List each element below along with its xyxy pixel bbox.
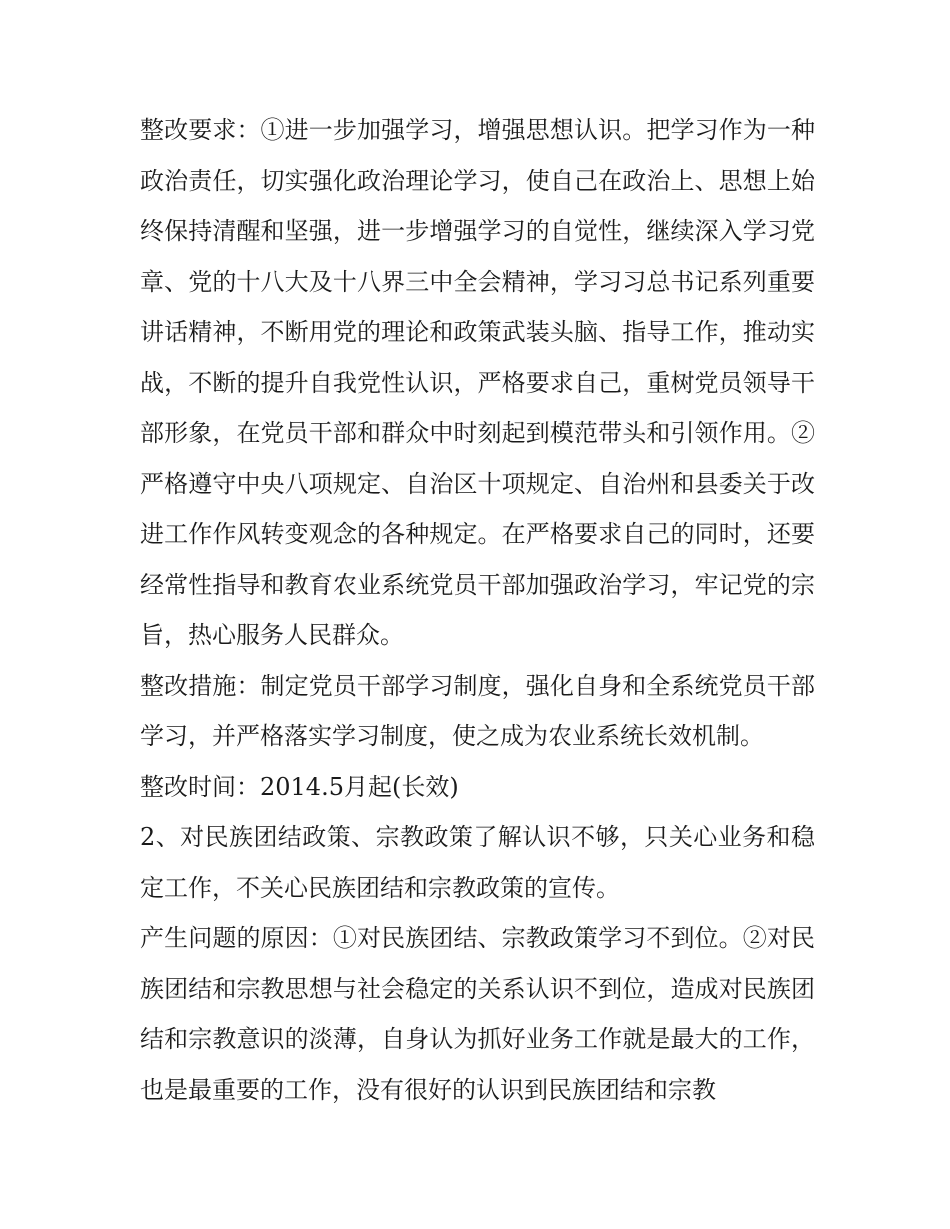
paragraph-rectification-time: 整改时间：2014.5月起(长效) (140, 772, 459, 801)
paragraph-issue-2: 2、对民族团结政策、宗教政策了解认识不够，只关心业务和稳定工作，不关心民族团结和宗教政策的宣传。 (140, 823, 815, 902)
paragraph-rectification-measures: 整改措施：制定党员干部学习制度，强化自身和全系统党员干部学习，并严格落实学习制度，使之成为农业系统长效机制。 (140, 671, 815, 750)
document-body (140, 105, 815, 1115)
paragraph-rectification-requirements: 整改要求：①进一步加强学习，增强思想认识。把学习作为一种政治责任，切实强化政治理论学习，使自己在政治上、思想上始终保持清醒和坚强，进一步增强学习的自觉性，继续深入学习党章、党的十八大及十八界三中全会精神，学习习总书记系列重要讲话精神，不断用党的理论和政策武装头脑、指导工作，推动实战，不断的提升自我党性认识，严格要求自己，重树党员领导干部形象，在党员干部和群众中时刻起到模范带头和引领作用。②严格遵守中央八项规定、自治区十项规定、自治州和县委关于改进工作作风转变观念的各种规定。在严格要求自己的同时，还要经常性指导和教育农业系统党员干部加强政治学习，牢记党的宗旨，热心服务人民群众。 (140, 116, 815, 649)
paragraph-issue-cause: 产生问题的原因：①对民族团结、宗教政策学习不到位。②对民族团结和宗教思想与社会稳定的关系认识不到位，造成对民族团结和宗教意识的淡薄，自身认为抓好业务工作就是最大的工作，也是最重要的工作，没有很好的认识到民族团结和宗教 (140, 924, 815, 1104)
